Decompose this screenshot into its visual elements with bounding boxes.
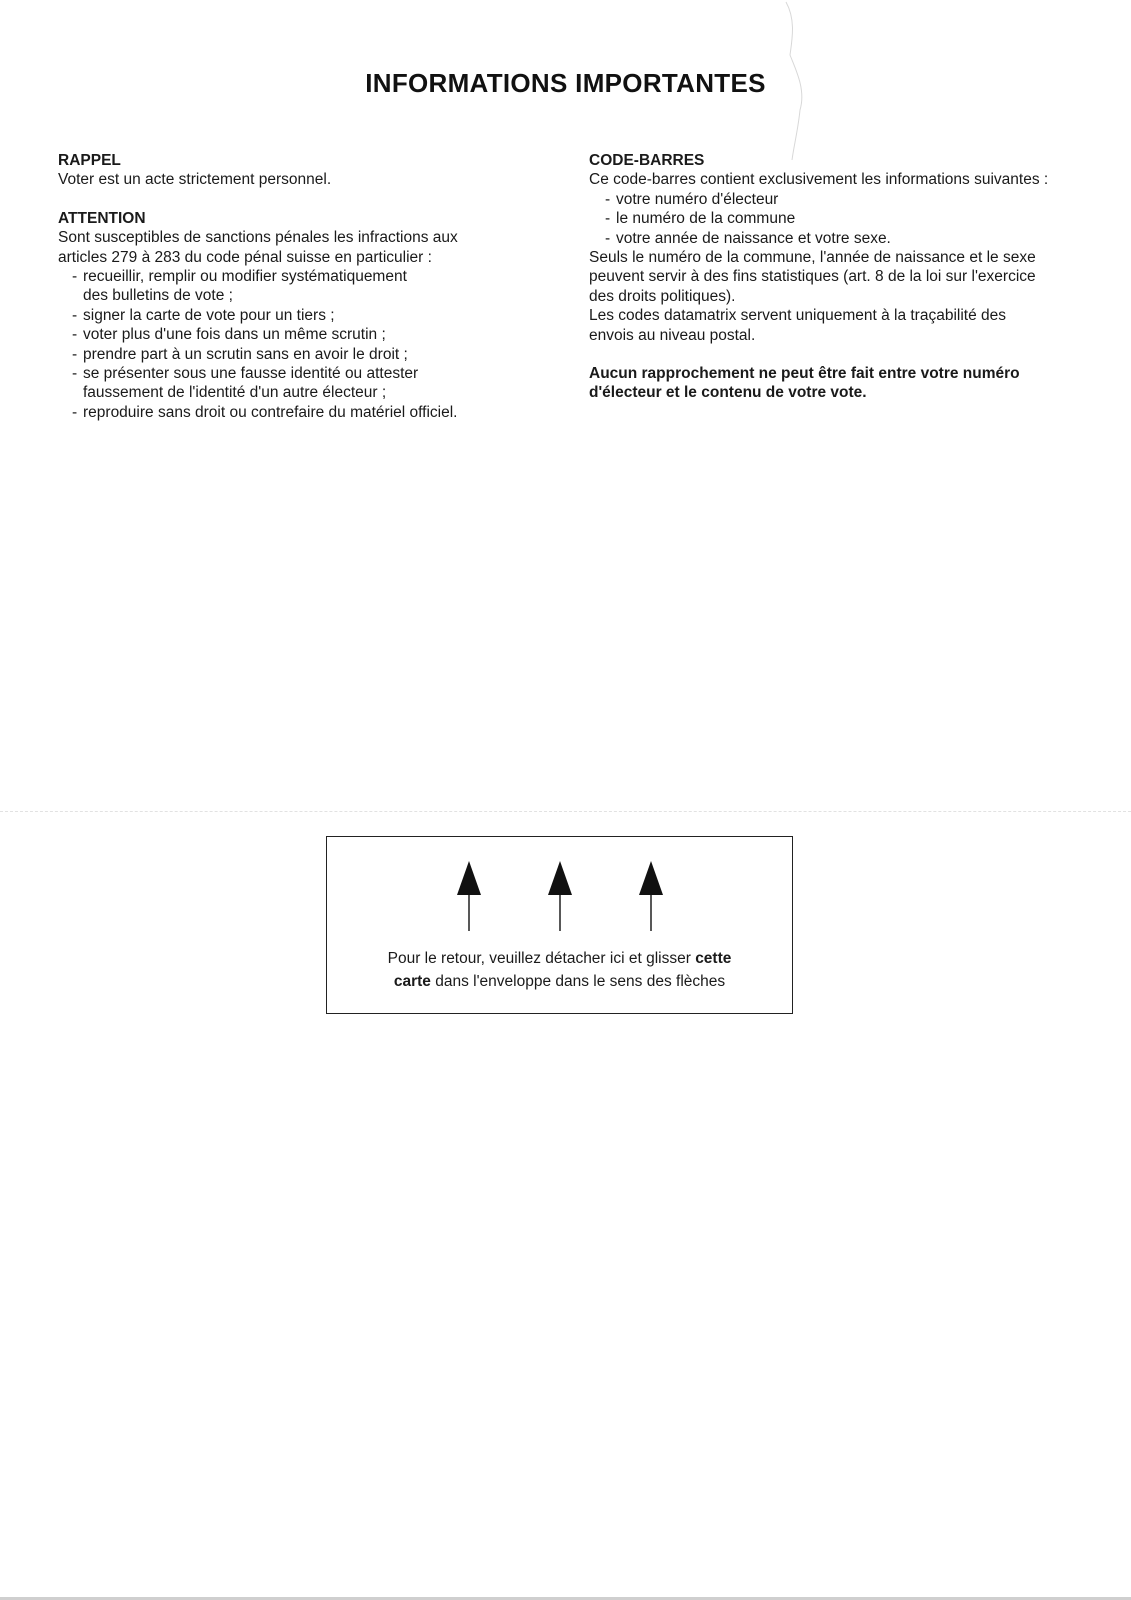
datamatrix-paragraph-line-2: envois au niveau postal. <box>589 326 756 344</box>
statistics-paragraph-line-1: Seuls le numéro de la commune, l'année de naissance et le sexe <box>589 249 1036 267</box>
return-instructions-line-1: Pour le retour, veuillez détacher ici et glisser cette <box>387 950 732 967</box>
infractions-list <box>58 267 518 422</box>
datamatrix-paragraph-line-1: Les codes datamatrix servent uniquement à la traçabilité des <box>589 307 1007 325</box>
list-item: - prendre part à un scrutin sans en avoir le droit ; <box>72 345 518 364</box>
codebarres-list <box>589 190 1089 248</box>
rappel-text: Voter est un acte strictement personnel. <box>58 171 332 189</box>
attention-intro-line-1: Sont susceptibles de sanctions pénales les infractions aux <box>58 229 458 247</box>
list-item: - signer la carte de vote pour un tiers ; <box>72 306 518 325</box>
statistics-paragraph-line-3: des droits politiques). <box>589 287 736 305</box>
return-instructions-text <box>327 947 792 993</box>
arrows-group <box>327 837 794 947</box>
return-instructions-box <box>326 836 793 1014</box>
left-column <box>58 151 518 422</box>
list-item: - votre numéro d'électeur <box>605 190 1089 209</box>
codebarres-heading: CODE-BARRES <box>589 152 705 169</box>
codebarres-intro: Ce code-barres contient exclusivement les informations suivantes : <box>589 171 1049 189</box>
attention-heading: ATTENTION <box>58 209 146 227</box>
list-item: - reproduire sans droit ou contrefaire du matériel officiel. <box>72 403 518 422</box>
privacy-statement-line-1: Aucun rapprochement ne peut être fait entre votre numéro <box>589 365 1020 383</box>
list-item: - le numéro de la commune <box>605 209 1089 228</box>
return-instructions-line-2: carte dans l'enveloppe dans le sens des flèches <box>393 973 726 990</box>
tear-line <box>0 811 1131 812</box>
list-item: - votre année de naissance et votre sexe. <box>605 229 1089 248</box>
list-item: - recueillir, remplir ou modifier systématiquement des bulletins de vote ; <box>72 267 518 306</box>
rappel-heading: RAPPEL <box>58 152 121 169</box>
statistics-paragraph-line-2: peuvent servir à des fins statistiques (art. 8 de la loi sur l'exercice <box>589 268 1036 286</box>
up-arrow-icon <box>548 861 572 931</box>
up-arrow-icon <box>639 861 663 931</box>
right-column <box>589 151 1089 403</box>
attention-intro-line-2: articles 279 à 283 du code pénal suisse en particulier : <box>58 248 432 266</box>
up-arrow-icon <box>457 861 481 931</box>
list-item: - voter plus d'une fois dans un même scrutin ; <box>72 325 518 344</box>
page-title: INFORMATIONS IMPORTANTES <box>365 68 766 98</box>
list-item: - se présenter sous une fausse identité ou attester faussement de l'identité d'un autre électeur ; <box>72 364 518 403</box>
privacy-statement-line-2: d'électeur et le contenu de votre vote. <box>589 384 867 402</box>
